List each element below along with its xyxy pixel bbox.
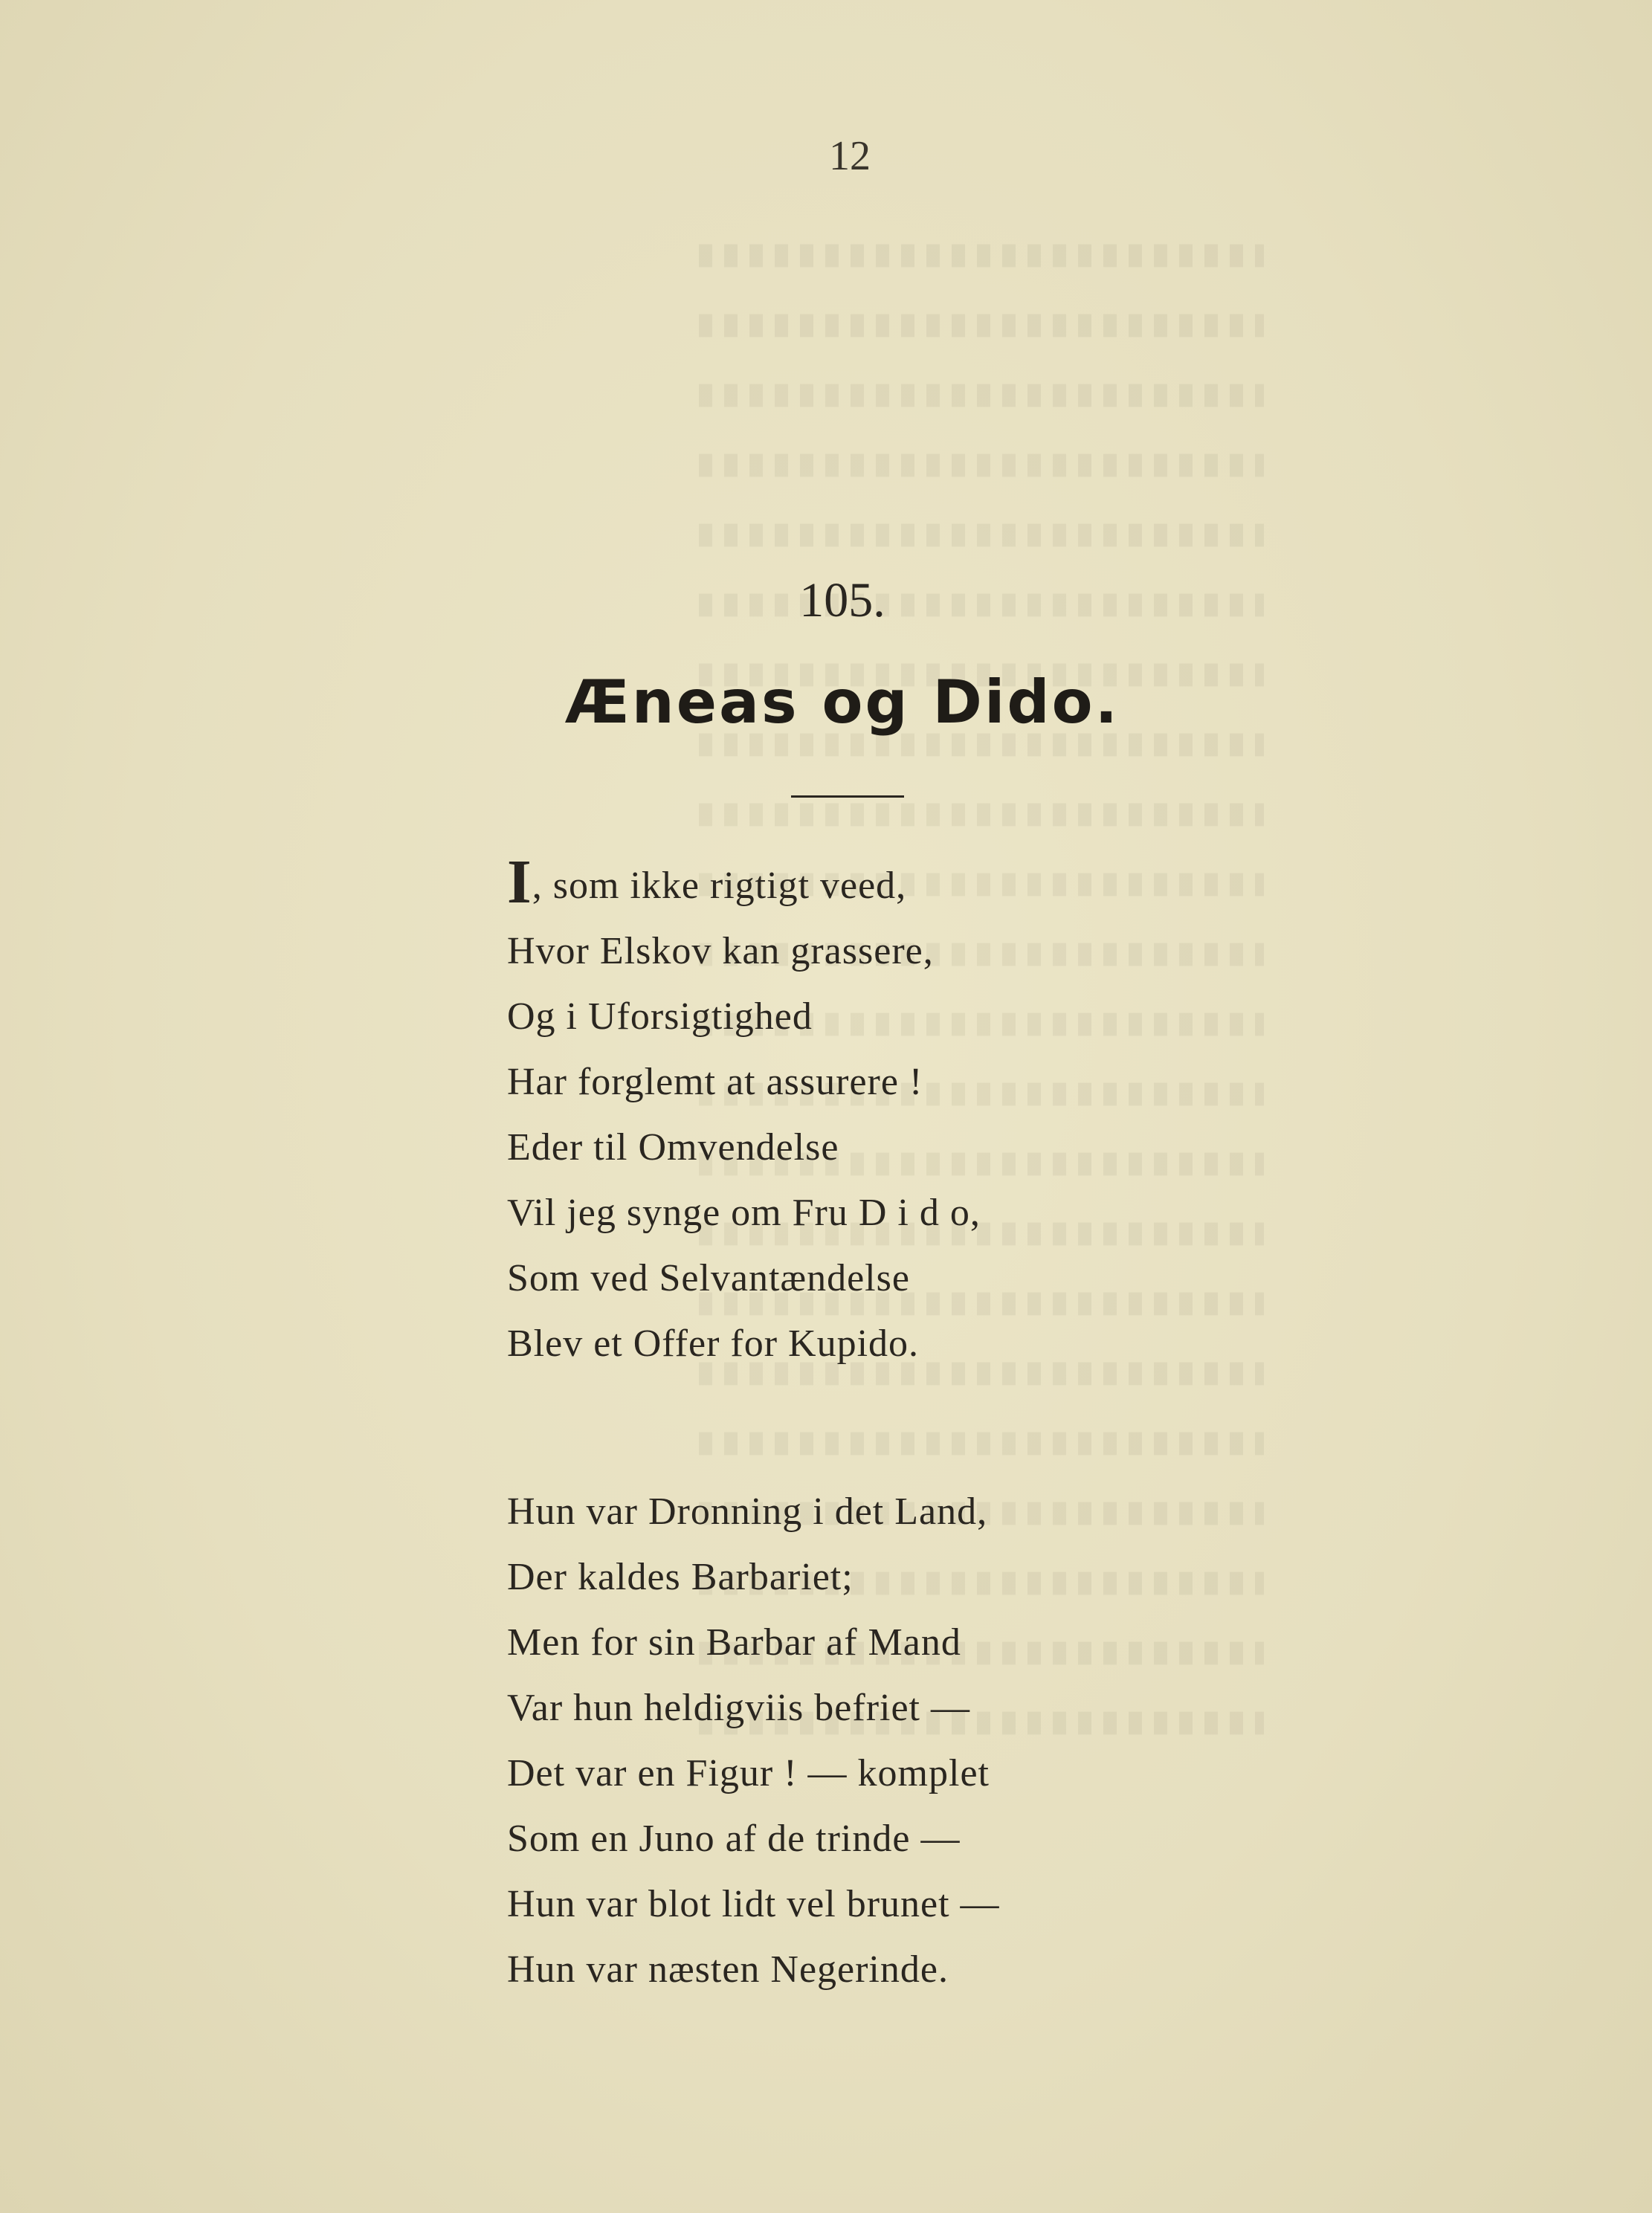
poem-line: Hun var Dronning i det Land,: [507, 1490, 988, 1533]
poem-line: [507, 847, 1251, 919]
page-number: 12: [829, 133, 871, 179]
poem-line: Det var en Figur ! — komplet: [507, 1752, 990, 1794]
poem-line: Hun var næsten Negerinde.: [507, 1948, 949, 1991]
poem-line: Og i Uforsigtighed: [507, 995, 813, 1038]
poem-line-text: , som ikke rigtigt veed,: [532, 865, 907, 907]
poem-line: Men for sin Barbar af Mand: [507, 1621, 961, 1664]
poem-line: Der kaldes Barbariet;: [507, 1556, 854, 1598]
poem-line: Som ved Selvantændelse: [507, 1257, 910, 1299]
poem-number: 105.: [799, 573, 885, 627]
poem-line: Vil jeg synge om Fru D i d o,: [507, 1192, 981, 1234]
poem-line: Som en Juno af de trinde —: [507, 1818, 961, 1860]
poem-title: Æneas og Dido.: [565, 668, 1120, 737]
poem-line: Har forglemt at assurere !: [507, 1061, 923, 1103]
drop-cap: I: [507, 847, 532, 917]
poem-line: Eder til Omvendelse: [507, 1126, 839, 1169]
poem-line: Blev et Offer for Kupido.: [507, 1322, 920, 1365]
stanza-2: [507, 1479, 1251, 2003]
poem-line: Hun var blot lidt vel brunet —: [507, 1883, 1000, 1925]
title-divider: [791, 795, 904, 798]
poem-line: Var hun heldigviis befriet —: [507, 1687, 970, 1729]
poem-line: Hvor Elskov kan grassere,: [507, 930, 934, 972]
stanza-1: [507, 847, 1251, 1377]
